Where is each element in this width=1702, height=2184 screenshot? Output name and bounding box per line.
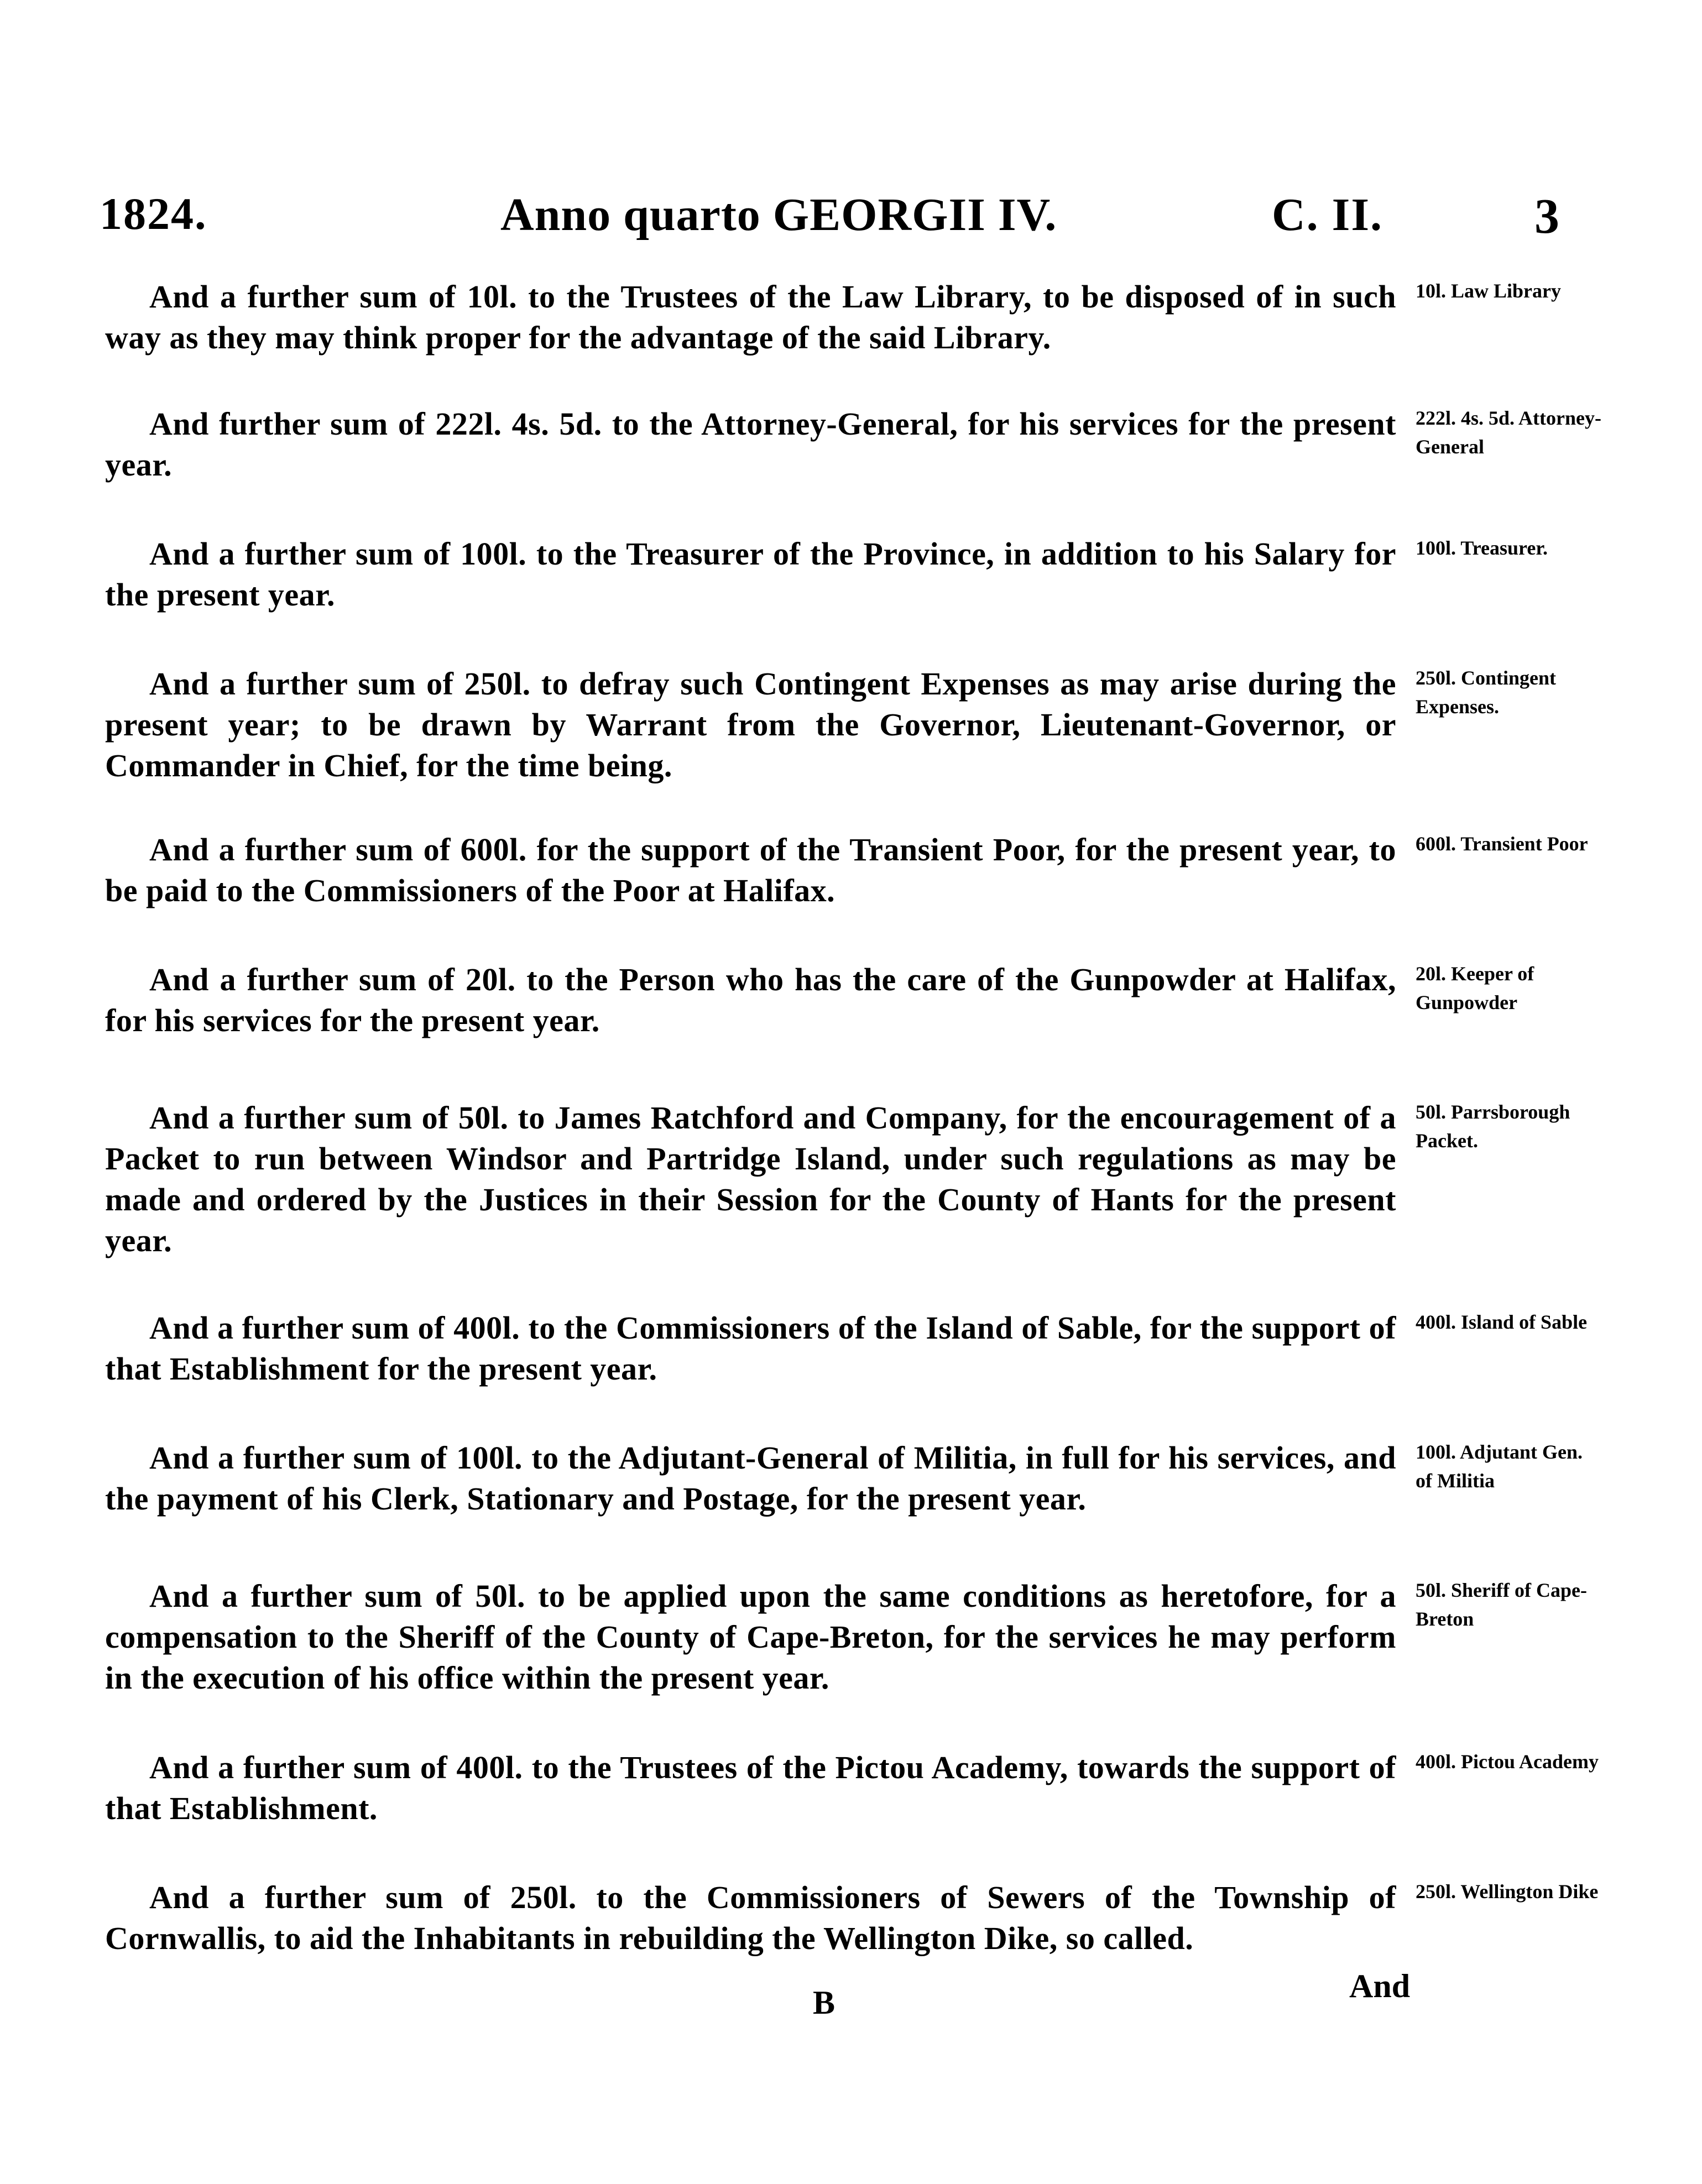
margin-note: 50l. Sheriff of Cape-Breton bbox=[1416, 1579, 1587, 1630]
entry-text: And a further sum of 600l. for the support of the Transient Poor, for the present year, to be paid to the Commissioners of the Poor at Halifax. bbox=[105, 832, 1396, 908]
margin-note: 600l. Transient Poor bbox=[1416, 833, 1588, 855]
entry-text: And a further sum of 50l. to be applied upon the same conditions as heretofore, for a compensation to the Sheriff of the County of Cape-Breton, for the services he may perform in the execution of his office within the present year. bbox=[105, 1578, 1396, 1696]
margin-note: 20l. Keeper of Gunpowder bbox=[1416, 963, 1534, 1013]
entry-text: And a further sum of 100l. to the Adjutant-General of Militia, in full for his services, and the payment of his Clerk, Stationary and Postage, for the present year. bbox=[105, 1440, 1396, 1517]
running-head bbox=[0, 188, 1702, 249]
page-number: 3 bbox=[1534, 189, 1559, 244]
signature-mark: B bbox=[813, 1984, 836, 2021]
entry-text: And a further sum of 250l. to the Commissioners of Sewers of the Township of Cornwallis, to aid the Inhabitants in rebuilding the Wellington Dike, so called. bbox=[105, 1879, 1396, 1956]
entry-text: And a further sum of 50l. to James Ratchford and Company, for the encouragement of a Packet to run between Windsor and Partridge Island, under such regulations as may be made and ordered by the Justices in their Session for the County of Hants for the present year. bbox=[105, 1100, 1396, 1258]
entry-text: And a further sum of 400l. to the Trustees of the Pictou Academy, towards the support of that Establishment. bbox=[105, 1749, 1396, 1826]
margin-note: 400l. Pictou Academy bbox=[1416, 1751, 1599, 1773]
entry-text: And a further sum of 400l. to the Commissioners of the Island of Sable, for the support of that Establishment for the present year. bbox=[105, 1310, 1396, 1387]
catchword: And bbox=[1349, 1968, 1411, 2004]
margin-note: 250l. Contingent Expenses. bbox=[1416, 667, 1557, 718]
margin-note: 400l. Island of Sable bbox=[1416, 1311, 1588, 1333]
margin-note: 50l. Parrsborough Packet. bbox=[1416, 1101, 1570, 1152]
entry-text: And a further sum of 250l. to defray such Contingent Expenses as may arise during the present year; to be drawn by Warrant from the Governor, Lieutenant-Governor, or Commander in Chief, for the time being. bbox=[105, 666, 1396, 783]
margin-note: 100l. Adjutant Gen. of Militia bbox=[1416, 1441, 1583, 1492]
entry-text: And further sum of 222l. 4s. 5d. to the Attorney-General, for his services for the present year. bbox=[105, 406, 1396, 483]
entry-text: And a further sum of 100l. to the Treasurer of the Province, in addition to his Salary for the present year. bbox=[105, 536, 1396, 613]
margin-note: 222l. 4s. 5d. Attorney-General bbox=[1416, 407, 1601, 458]
margin-note: 100l. Treasurer. bbox=[1416, 537, 1548, 559]
margin-note: 250l. Wellington Dike bbox=[1416, 1880, 1599, 1903]
running-head-title: Anno quarto GEORGII IV. bbox=[500, 189, 1057, 241]
entry-text: And a further sum of 20l. to the Person who has the care of the Gunpowder at Halifax, for his services for the present year. bbox=[105, 962, 1396, 1038]
running-head-year: 1824. bbox=[100, 189, 207, 239]
running-head-chapter: C. II. bbox=[1272, 189, 1383, 241]
margin-note: 10l. Law Library bbox=[1416, 280, 1562, 302]
entry-text: And a further sum of 10l. to the Trustees of the Law Library, to be disposed of in such way as they may think proper for the advantage of the said Library. bbox=[105, 279, 1396, 356]
